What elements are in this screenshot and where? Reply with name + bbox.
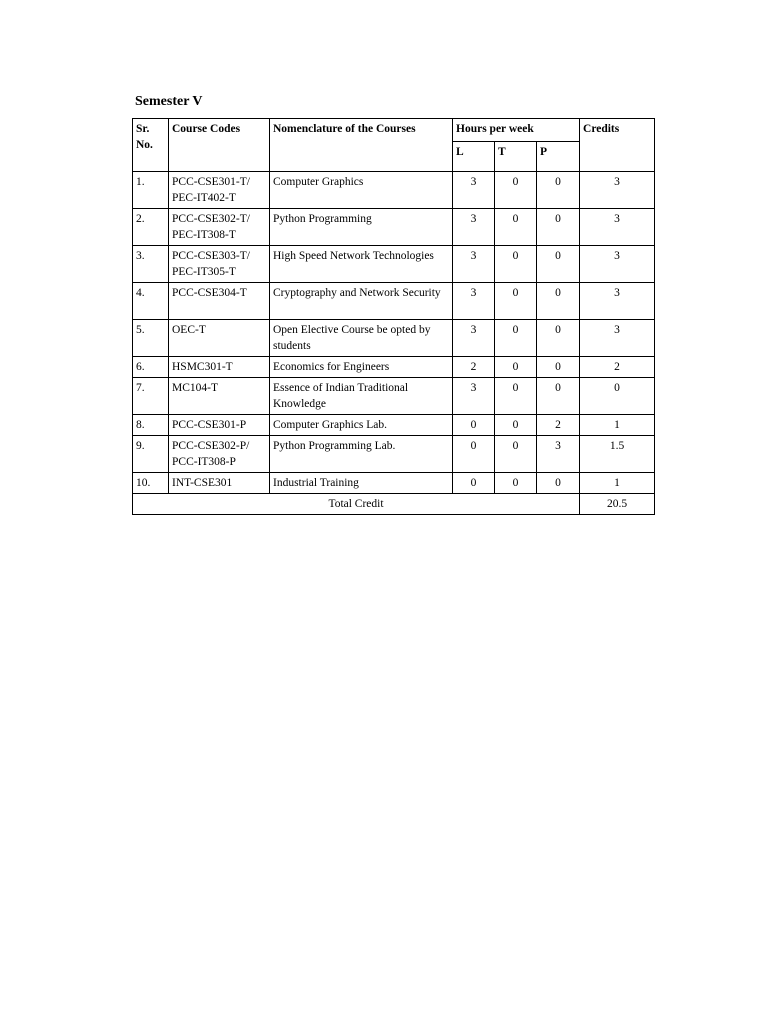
cell-l: 3 <box>453 320 495 357</box>
total-row <box>133 494 655 515</box>
cell-course-code: HSMC301-T <box>169 357 270 378</box>
cell-l: 3 <box>453 172 495 209</box>
cell-t: 0 <box>495 209 537 246</box>
cell-credits: 3 <box>580 172 655 209</box>
cell-course-code: PCC-CSE303-T/ PEC-IT305-T <box>169 246 270 283</box>
cell-course-name: High Speed Network Technologies <box>270 246 453 283</box>
cell-sr-no: 10. <box>133 473 169 494</box>
header-nomenclature: Nomenclature of the Courses <box>270 119 453 172</box>
cell-l: 3 <box>453 246 495 283</box>
cell-course-name: Python Programming <box>270 209 453 246</box>
cell-t: 0 <box>495 320 537 357</box>
table-row <box>133 436 655 473</box>
cell-course-name: Essence of Indian Traditional Knowledge <box>270 378 453 415</box>
cell-sr-no: 4. <box>133 283 169 320</box>
cell-p: 0 <box>537 473 580 494</box>
cell-credits: 3 <box>580 209 655 246</box>
table-row <box>133 378 655 415</box>
header-row <box>133 119 655 142</box>
cell-t: 0 <box>495 357 537 378</box>
cell-credits: 2 <box>580 357 655 378</box>
cell-p: 3 <box>537 436 580 473</box>
cell-p: 2 <box>537 415 580 436</box>
cell-course-code: OEC-T <box>169 320 270 357</box>
page-title: Semester V <box>135 94 203 109</box>
total-value: 20.5 <box>580 494 655 515</box>
cell-credits: 1.5 <box>580 436 655 473</box>
cell-p: 0 <box>537 283 580 320</box>
cell-course-code: PCC-CSE301-P <box>169 415 270 436</box>
cell-p: 0 <box>537 246 580 283</box>
cell-course-code: PCC-CSE302-T/ PEC-IT308-T <box>169 209 270 246</box>
cell-sr-no: 5. <box>133 320 169 357</box>
cell-credits: 3 <box>580 283 655 320</box>
cell-sr-no: 6. <box>133 357 169 378</box>
cell-t: 0 <box>495 415 537 436</box>
cell-l: 0 <box>453 415 495 436</box>
cell-t: 0 <box>495 378 537 415</box>
table-row <box>133 320 655 357</box>
table-row <box>133 473 655 494</box>
cell-p: 0 <box>537 357 580 378</box>
cell-course-name: Industrial Training <box>270 473 453 494</box>
cell-credits: 3 <box>580 320 655 357</box>
cell-p: 0 <box>537 209 580 246</box>
header-credits: Credits <box>580 119 655 172</box>
cell-course-code: PCC-CSE302-P/ PCC-IT308-P <box>169 436 270 473</box>
cell-credits: 3 <box>580 246 655 283</box>
cell-l: 3 <box>453 283 495 320</box>
header-sr-no: Sr. No. <box>133 119 169 172</box>
cell-sr-no: 8. <box>133 415 169 436</box>
cell-course-code: INT-CSE301 <box>169 473 270 494</box>
table-row <box>133 172 655 209</box>
header-t: T <box>495 142 537 172</box>
cell-t: 0 <box>495 473 537 494</box>
cell-p: 0 <box>537 320 580 357</box>
table-row <box>133 209 655 246</box>
cell-p: 0 <box>537 172 580 209</box>
cell-l: 3 <box>453 378 495 415</box>
cell-sr-no: 2. <box>133 209 169 246</box>
cell-credits: 1 <box>580 415 655 436</box>
table-row <box>133 283 655 320</box>
cell-t: 0 <box>495 436 537 473</box>
cell-credits: 0 <box>580 378 655 415</box>
cell-course-name: Cryptography and Network Security <box>270 283 453 320</box>
total-label: Total Credit <box>133 494 580 515</box>
header-p: P <box>537 142 580 172</box>
table-row <box>133 246 655 283</box>
cell-course-name: Computer Graphics <box>270 172 453 209</box>
cell-l: 3 <box>453 209 495 246</box>
cell-t: 0 <box>495 246 537 283</box>
cell-t: 0 <box>495 283 537 320</box>
course-table <box>132 118 655 515</box>
cell-course-code: PCC-CSE304-T <box>169 283 270 320</box>
cell-course-code: PCC-CSE301-T/ PEC-IT402-T <box>169 172 270 209</box>
cell-l: 0 <box>453 473 495 494</box>
cell-course-code: MC104-T <box>169 378 270 415</box>
cell-t: 0 <box>495 172 537 209</box>
cell-credits: 1 <box>580 473 655 494</box>
header-l: L <box>453 142 495 172</box>
cell-course-name: Python Programming Lab. <box>270 436 453 473</box>
header-hours-per-week: Hours per week <box>453 119 580 142</box>
table-row <box>133 357 655 378</box>
header-course-codes: Course Codes <box>169 119 270 172</box>
cell-sr-no: 1. <box>133 172 169 209</box>
cell-course-name: Computer Graphics Lab. <box>270 415 453 436</box>
table-row <box>133 415 655 436</box>
cell-l: 0 <box>453 436 495 473</box>
cell-p: 0 <box>537 378 580 415</box>
cell-course-name: Open Elective Course be opted by students <box>270 320 453 357</box>
cell-sr-no: 9. <box>133 436 169 473</box>
cell-l: 2 <box>453 357 495 378</box>
cell-sr-no: 7. <box>133 378 169 415</box>
cell-course-name: Economics for Engineers <box>270 357 453 378</box>
cell-sr-no: 3. <box>133 246 169 283</box>
